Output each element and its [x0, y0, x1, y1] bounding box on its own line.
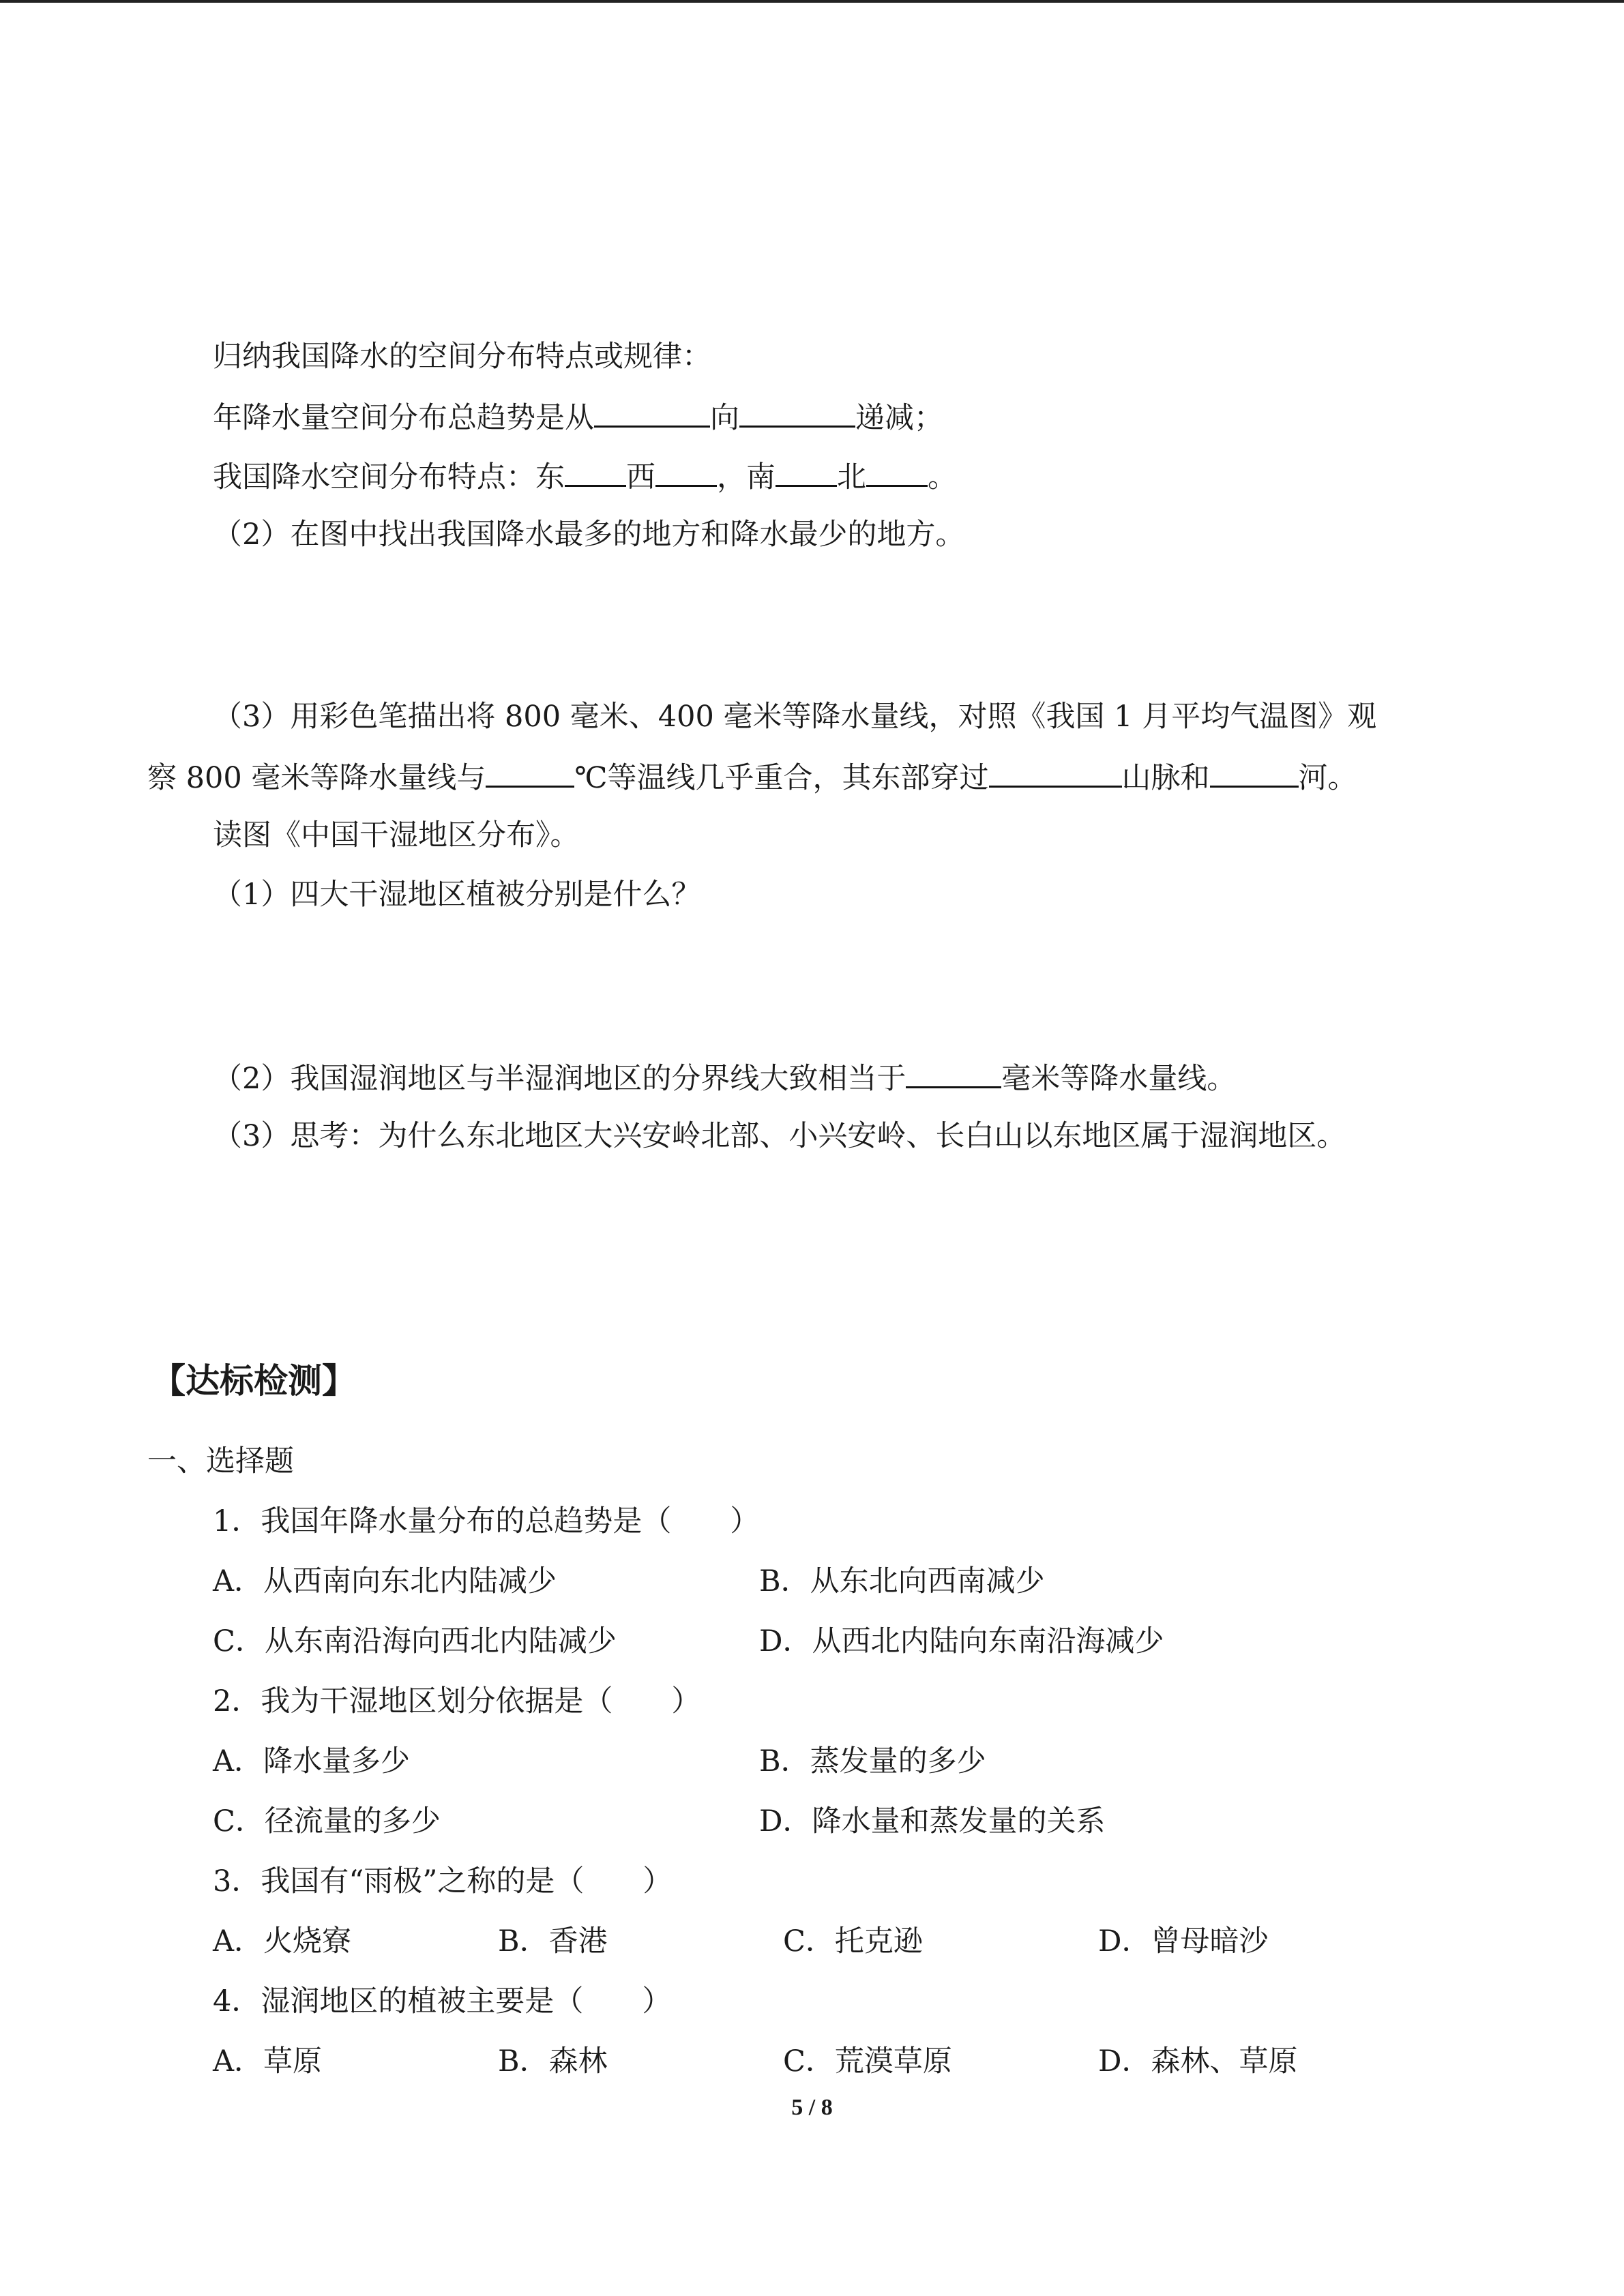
- answer-blank[interactable]: [1210, 756, 1299, 788]
- question-4: [213, 1981, 671, 2022]
- text: 递减；: [855, 401, 943, 435]
- text: 河。: [1298, 761, 1357, 795]
- page-number: 5 / 8: [791, 2095, 833, 2120]
- text: 一、选择题: [147, 1444, 294, 1478]
- option-a[interactable]: A．降水量多少: [213, 1744, 411, 1778]
- text-line: [213, 874, 700, 915]
- text: 毫米等降水量线。: [1001, 1062, 1237, 1096]
- text-line: [213, 1116, 1346, 1157]
- option-c[interactable]: C．从东南沿海向西北内陆减少: [213, 1624, 617, 1658]
- text: 年降水量空间分布总趋势是从: [213, 401, 594, 435]
- text: 。: [928, 460, 957, 494]
- option-a[interactable]: A．从西南向东北内陆减少: [213, 1564, 557, 1598]
- text: （2）在图中找出我国降水最多的地方和降水最少的地方。: [213, 518, 965, 552]
- text: （3）用彩色笔描出将 800 毫米、400 毫米等降水量线，对照《我国 1 月平均气温图》观: [213, 700, 1377, 734]
- fill-blank-line: [213, 396, 943, 438]
- text: ，南: [717, 460, 776, 494]
- text: 向: [710, 401, 739, 435]
- text: 3．我国有“雨极”之称的是（ ）: [213, 1864, 673, 1898]
- answer-blank[interactable]: [739, 396, 855, 428]
- text-line: [213, 336, 711, 377]
- option-a[interactable]: A．草原: [213, 2044, 323, 2078]
- option-c[interactable]: C．托克逊: [783, 1924, 923, 1958]
- question-2: [213, 1681, 700, 1722]
- text-line: [213, 815, 580, 856]
- text: ℃等温线几乎重合，其东部穿过: [574, 761, 989, 795]
- option-b[interactable]: B．森林: [498, 2044, 608, 2078]
- section-heading: 【达标检测】: [151, 1361, 356, 1401]
- answer-blank[interactable]: [866, 455, 928, 487]
- option-d[interactable]: D．从西北内陆向东南沿海减少: [759, 1624, 1164, 1658]
- text: （2）我国湿润地区与半湿润地区的分界线大致相当于: [213, 1062, 906, 1096]
- text: （3）思考：为什么东北地区大兴安岭北部、小兴安岭、长白山以东地区属于湿润地区。: [213, 1119, 1346, 1153]
- text: 察 800 毫米等降水量线与: [147, 761, 486, 795]
- option-d[interactable]: D．曾母暗沙: [1098, 1924, 1269, 1958]
- text-line: [213, 696, 1376, 737]
- answer-blank[interactable]: [486, 756, 574, 788]
- answer-blank[interactable]: [594, 396, 710, 428]
- text: 读图《中国干湿地区分布》。: [213, 818, 580, 852]
- top-border: [0, 0, 1624, 3]
- text: 北: [837, 460, 866, 494]
- answer-blank[interactable]: [989, 756, 1122, 788]
- text: 1．我国年降水量分布的总趋势是（ ）: [213, 1504, 760, 1538]
- answer-blank[interactable]: [906, 1056, 1001, 1088]
- option-d[interactable]: D．降水量和蒸发量的关系: [759, 1804, 1106, 1838]
- text: 归纳我国降水的空间分布特点或规律：: [213, 340, 711, 374]
- option-b[interactable]: B．从东北向西南减少: [759, 1564, 1045, 1598]
- fill-blank-line: [213, 455, 957, 498]
- answer-blank[interactable]: [655, 455, 717, 487]
- text-line: [213, 514, 964, 555]
- option-b[interactable]: B．蒸发量的多少: [759, 1744, 986, 1778]
- fill-blank-line: [213, 1056, 1236, 1099]
- question-3: [213, 1861, 672, 1902]
- option-a[interactable]: A．火烧寮: [213, 1924, 352, 1958]
- text: 4．湿润地区的植被主要是（ ）: [213, 1984, 672, 2018]
- text: 我国降水空间分布特点：东: [213, 460, 565, 494]
- option-b[interactable]: B．香港: [498, 1924, 608, 1958]
- text: 2．我为干湿地区划分依据是（ ）: [213, 1684, 701, 1718]
- option-c[interactable]: C．荒漠草原: [783, 2044, 952, 2078]
- option-c[interactable]: C．径流量的多少: [213, 1804, 441, 1838]
- part-title: [147, 1441, 294, 1482]
- answer-blank[interactable]: [565, 455, 626, 487]
- question-1: [213, 1501, 759, 1542]
- text: 西: [626, 460, 655, 494]
- text: 山脉和: [1121, 761, 1210, 795]
- answer-blank[interactable]: [776, 455, 837, 487]
- option-d[interactable]: D．森林、草原: [1098, 2044, 1298, 2078]
- text: （1）四大干湿地区植被分别是什么？: [213, 878, 701, 912]
- fill-blank-line: [147, 756, 1357, 799]
